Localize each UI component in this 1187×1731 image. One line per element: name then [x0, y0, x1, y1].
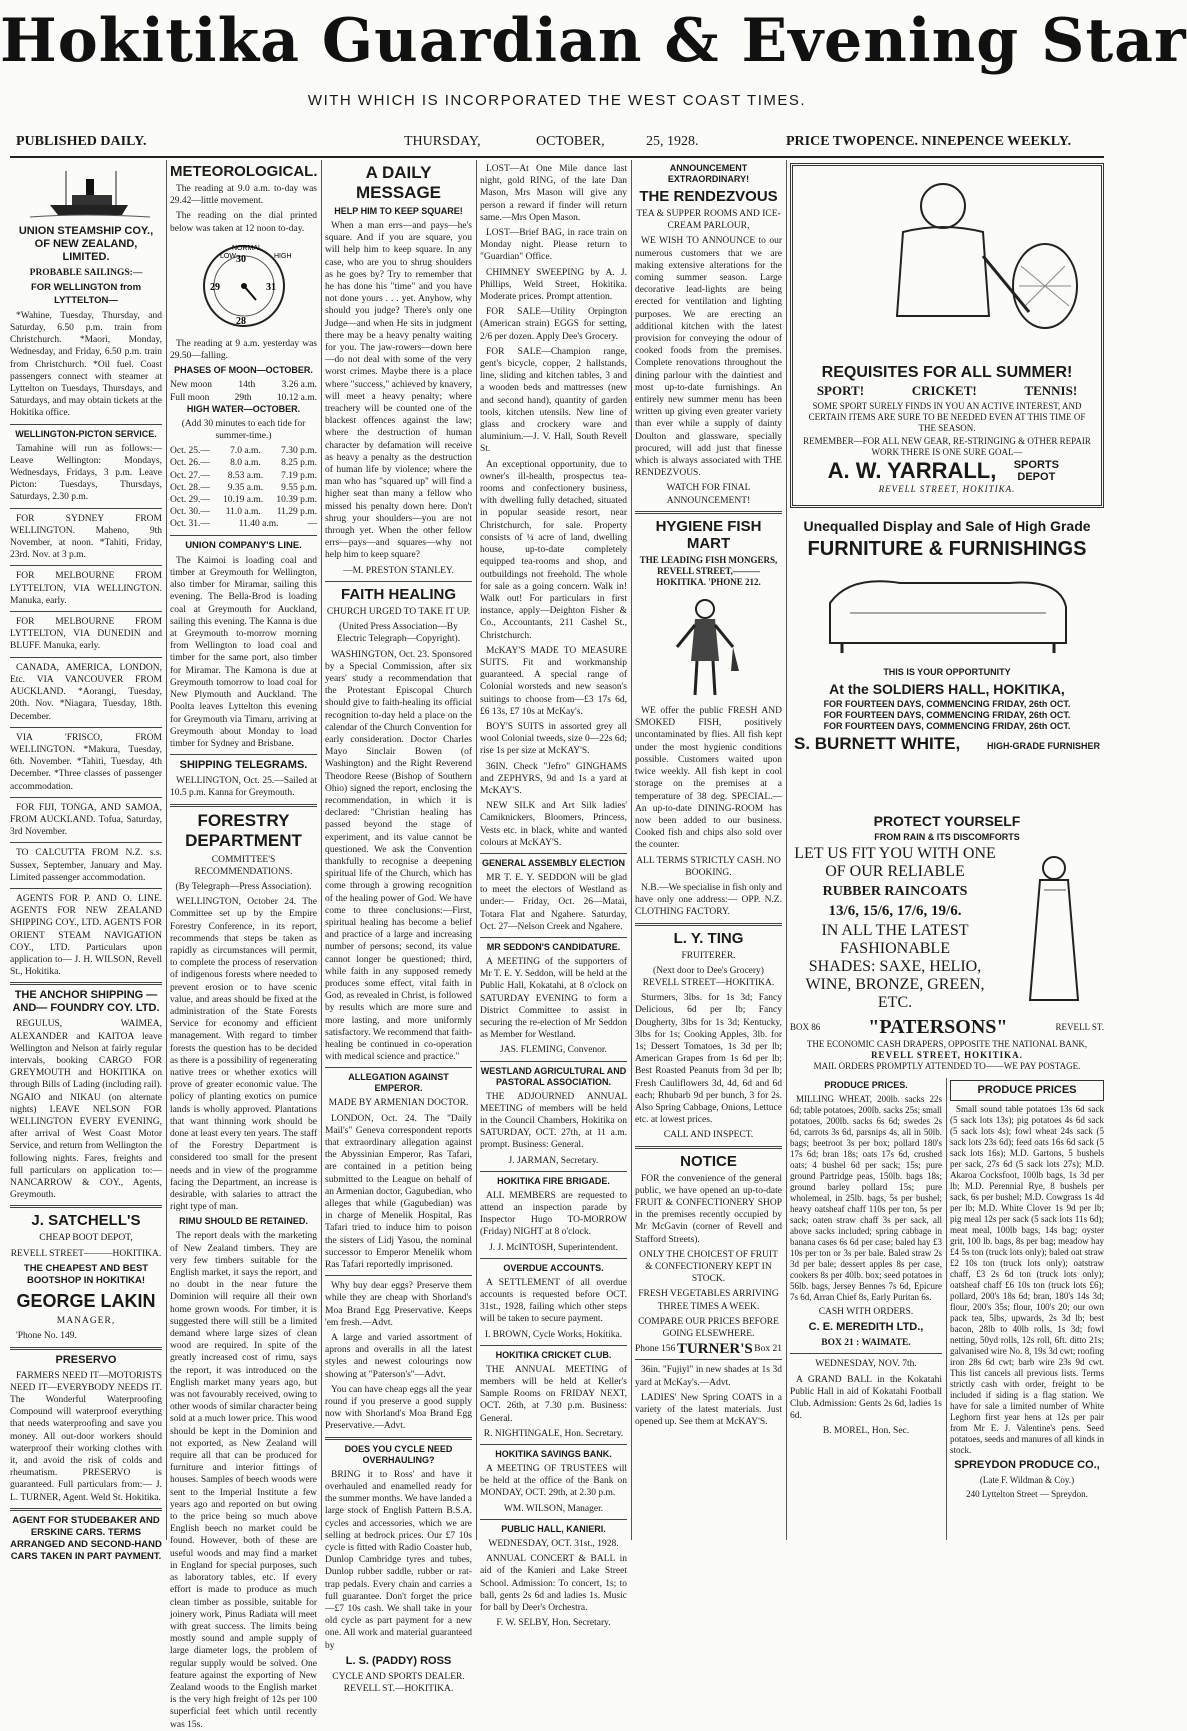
patersons-head: PROTECT YOURSELF: [873, 813, 1021, 829]
announcement-head: ANNOUNCEMENT EXTRAORDINARY!: [667, 163, 750, 184]
lakin-name: GEORGE LAKIN: [16, 1291, 156, 1312]
canada-sailing: CANADA, AMERICA, LONDON, Etc. VIA VANCOUVER FROM AUCKLAND. *Aorangi, Tuesday, 20th. Nov. *Niagara, Tuesday, 18th. December.: [10, 662, 162, 722]
fujiyl-advt: 36in. "Fujiyl" in new shades at 1s 3d yard at McKay's.—Advt.: [635, 1365, 782, 1388]
wellington-body: *Wahine, Tuesday, Thursday, and Saturday, 6.50 p.m. train from Christchurch. *Maori, Monday, Wednesday, and Friday, 6.50 p.m. train from Christchurch. *Oil fuel. Coast passengers connect with steamer at Lyttelton on Tuesdays, Thursdays, and Saturdays, and may obtain tickets at the Hokitika office.: [10, 310, 162, 419]
notice-title: NOTICE: [680, 1152, 737, 1170]
column-rule: [631, 160, 632, 1540]
produce-left-head: PRODUCE PRICES.: [824, 1080, 908, 1090]
election-body: MR T. E. Y. SEDDON will be glad to meet the electors of Westland as under:— Friday, Oct. 26—Matai, Totara Flat and Ngahere. Saturday, Oct. 27—Nelson Creek and Ngahere.: [480, 872, 627, 932]
fire-sig: J. J. McINTOSH, Superintendent.: [489, 1242, 618, 1253]
dial-word-high: HIGH: [274, 252, 292, 260]
message-body: When a man errs—and pays—he's square. And if you are square, you will help him to keep square. In any case, who are you to shrug shoulders as he goes by? Try to remember that he has done his "time" and you have not done yours . . . yet. Anyhow, why should you judge? There's only one Judge—and when He sits in judgment there may be a heavy penalty waiting for you. The jaw-rowers—down here—do not deal with some of the very worst crimes. Maybe there is a place where "success," achieved by knavery, will meet a heavy penalty; where treachery will be counted one of the blackest offences against the law; where the destruction of human character by defamation will receive as heavy a penalty as the destruction of human life by violence; where the man who has "squared up" will find a higher seat than many a fellow who missed his penalty down here. Don't shrug your shoulders—you are not through yet. When the other fellow errs—pays—and squares—why not help him to keep square?: [325, 221, 472, 561]
date-year: 25, 1928.: [646, 134, 699, 149]
hall-head: PUBLIC HALL, KANIERI.: [501, 1523, 606, 1534]
patersons-mail: MAIL ORDERS PROMPTLY ATTENDED TO——WE PAY POSTAGE.: [813, 1061, 1081, 1071]
column-daily-message: [325, 163, 472, 1694]
published-daily: PUBLISHED DAILY.: [16, 134, 147, 149]
rimu-body: The report deals with the marketing of New Zealand timbers. They are very few timbers suitable for the English market, it says the report, and no doubt in the near future the Dominion will require all their own home grown woods. For timber, it is suggested there will still be a limited demand where large sizes of clean wood are required. In spite of the greatly increased cost of rimu, says the report, it was introduced on the English market many years ago, but was not favourably received, owing to other woods of similar character being sold at a much lower price. This wood should be kept in the Dominion and not exported, as New Zealand will require all that can be produced for furniture and interior fittings of houses. Samples of beech woods were sent to the Imperial Institute a few years ago and reported on but owing to the price being so much above English beech no market could be found. However, both of these are useful woods and may find a market in England for special purposes, such as laboratory tables, etc. If every effort is made to produce as much clean timber as possible, suitable for joinery work, Pinus Radiata will meet with great success. The limits being mostly sound and ample supply of large diameter logs, the problem of regular supply would be solved. One feature against the exporting of New Zealand woods to the English market is the very high freight of 12s per 100 superficial feet which until recently was 15s.: [170, 1231, 317, 1730]
met-p3: The reading at 9 a.m. yesterday was 29.50—falling.: [170, 339, 317, 362]
chimney-ad: CHIMNEY SWEEPING by A. J. Phillips, Weld Street, Hokitika. Moderate prices. Prompt attention.: [480, 267, 627, 303]
agents: AGENTS FOR P. AND O. LINE. AGENTS FOR NEW ZEALAND SHIPPING COY., LTD. AGENTS FOR ORIENT STEAM NAVIGATION COY., LTD. Particulars upon application to— J. H. WILSON, Revell St., Hokitika.: [10, 893, 162, 978]
agri-head: WESTLAND AGRICULTURAL AND PASTORAL ASSOCIATION.: [480, 1065, 627, 1087]
dial-num-31: 31: [266, 281, 276, 293]
dial-num-30: 30: [236, 253, 246, 265]
cricket-sig: R. NIGHTINGALE, Hon. Secretary.: [483, 1428, 624, 1439]
tennis-player-illustration: [793, 166, 1101, 356]
wellington-head: FOR WELLINGTON from LYTTELTON—: [30, 282, 142, 306]
forestry-body: WELLINGTON, October 24. The Committee set up by the Empire Forestry Conference, in its report, recommends that steps be taken as rapidly as circumstances will permit, to complete the process of reservation of indigenous forests where needed to prevent erosion or to have scenic value, and areas should be fixed at the administration of the State Forests Service for economy and efficient management. With regard to timber forests the question has to be decided as there is a possibility of regenerating native trees or whether exotics will prove of greater economic value. The policy of planting exotics on pumice lands is wholly approved. Plantations that want thinning work should be done at least every ten years. The staff of the Forestry Department is considered too small for the present needs and in view of the programme facing the Department, an increase is desirable, with salaries to attract the right type of man.: [170, 897, 317, 1213]
ting-body: Sturmers, 3lbs. for 1s 3d; Fancy Delicious, 6d per lb; Fancy Dougherty, 3lbs for 1s 3d; Kentucky, 3lbs for 1s; Cooking Apples, 3lb. for 1s; Dessert Tomatoes, 1s 3d per lb; American Grapes from 1s 6d per lb; Best Roasted Peanuts from 3d per lb; Fresh Cauliflowers 3d, 4d, 6d and 6d each; Rhubarb 9d per bunch, 3 for 2s. Also Spring Cabbage, Onions, Lettuce etc. at lowest prices.: [635, 993, 782, 1126]
date-month: OCTOBER,: [536, 134, 605, 149]
spreydon-name: SPREYDON PRODUCE CO.,: [954, 1459, 1100, 1471]
fire-head: HOKITIKA FIRE BRIGADE.: [497, 1175, 610, 1186]
furniture-line2: FURNITURE & FURNISHINGS: [807, 538, 1087, 560]
preservo-title: PRESERVO: [55, 1353, 117, 1366]
patersons-sub: FROM RAIN & ITS DISCOMFORTS: [874, 832, 1020, 842]
cricket-head: HOKITIKA CRICKET CLUB.: [495, 1349, 612, 1360]
notice-body: FOR the convenience of the general public, we have opened an up-to-date FRUIT & CONFECTIONERY SHOP in the premises recently occupied by Mr McGavin (corner of Revell and Stafford Streets).: [635, 1173, 782, 1245]
preservo-body: FARMERS NEED IT—MOTORISTS NEED IT—EVERYBODY NEEDS IT. The Wonderful Waterproofing Compound will waterproof everything that needs waterproofing and save you money. All out-door workers should waterproof their working clothes with it, and avoid the risk of colds and rheumatism. PRESERVO is guaranteed. Full particulars from:— J. L. TURNER, Agent. Weld St. Hokitika.: [10, 1370, 162, 1503]
yarrall-headline: REQUISITES FOR ALL SUMMER!: [821, 364, 1073, 381]
ting-title: L. Y. TING: [673, 929, 744, 947]
overdue-head: OVERDUE ACCOUNTS.: [503, 1262, 604, 1273]
patersons-fit: LET US FIT YOU WITH ONE OF OUR RELIABLE: [794, 845, 996, 880]
patersons-shades1: IN ALL THE LATEST FASHIONABLE: [821, 922, 969, 957]
lakin-role: MANAGER,: [56, 1316, 116, 1327]
election-head: GENERAL ASSEMBLY ELECTION: [481, 857, 626, 868]
patersons-shades2: SHADES: SAXE, HELIO, WINE, BRONZE, GREEN, ETC.: [805, 958, 985, 1011]
furniture-ad: [790, 515, 1104, 797]
furniture-opportunity: THIS IS YOUR OPPORTUNITY: [883, 667, 1011, 677]
patersons-address: REVELL STREET, HOKITIKA.: [871, 1050, 1023, 1060]
emperor-title: ALLEGATION AGAINST EMPEROR.: [348, 1072, 449, 1094]
rendezvous-watch: WATCH FOR FINAL ANNOUNCEMENT!: [666, 483, 751, 506]
rendezvous-body: WE WISH TO ANNOUNCE to our numerous customers that we are making extensive alterations for the coming summer season. Large decorative lead-lights are being erected for ventilation and lighting purposes. We are erecting an additional kitchen with the latest provision for conveying the odour of cooked foods from the premises. Complete renovations throughout the dining parlour with the daintiest and most up-to-date furnishings. An entirely new summer menu has been written up giving even greater variety than ever while a supply of dainty Doulton and glassware, specially procured, will add just that finesse which is always associated with THE RENDEZVOUS.: [635, 236, 782, 479]
column-classifieds: [480, 163, 627, 1629]
masthead: [0, 0, 1187, 128]
message-sub: HELP HIM TO KEEP SQUARE!: [334, 206, 463, 216]
fish-sub: THE LEADING FISH MONGERS, REVELL STREET,———HOKITIKA. 'PHONE 212.: [639, 554, 778, 587]
yarrall-line1: SOME SPORT SURELY FINDS IN YOU AN ACTIVE INTEREST, AND CERTAIN ITEMS ARE SURE TO BE NEEDED EVEN AT THIS TIME OF THE SEASON.: [808, 401, 1086, 433]
for-sale-ad: FOR SALE—Champion range, gent's bicycle, copper, 2 hallstands, line, sliding and kitchen tables, 3 and a wooden beds and mattresses (new and second hand), quantity of garden tools, kitchen utensils. New line of glass and crockery ware and aluminium.—J. V. Hall, South Revell St.: [480, 346, 627, 455]
sofa-illustration: [790, 563, 1104, 659]
water-table: Oct. 25.— 7.0 a.m. 7.30 p.m. Oct. 26.— 8.0 a.m. 8.25 p.m. Oct. 27.— 8.53 a.m. 7.19 p.m. Oct. 28.— 9.35 a.m. 9.55 p.m. Oct. 29.— 10.19 a.m. 10.39 p.m. Oct. 30.— 11.0 a.m. 11.29 p.m. Oct. 31.— 11.40 a.m. —: [170, 446, 317, 530]
sydney-sailing: FOR SYDNEY FROM WELLINGTON. Maheno, 9th November, at noon. *Tahiti, Friday, 23rd. Nov. at 3 p.m.: [10, 513, 162, 561]
dateline: [16, 132, 1098, 156]
dial-word-low: LOW: [220, 252, 236, 260]
lakin-phone: 'Phone No. 149.: [16, 1331, 77, 1342]
meredith-name: C. E. MEREDITH LTD.,: [808, 1321, 924, 1334]
produce-left: [790, 1080, 942, 1540]
picton-head: WELLINGTON-PICTON SERVICE.: [15, 428, 157, 439]
satchell-address: REVELL STREET———HOKITIKA.: [10, 1248, 162, 1259]
rendezvous-title: THE RENDEZVOUS: [639, 188, 778, 205]
aprons-advt: A large and varied assortment of aprons and overalls in all the latest styles and newest colourings now showing at "Paterson's"—Advt.: [325, 1333, 472, 1380]
lost-bag: LOST—Brief BAG, in race train on Monday night. Please return to "Guardian" Office.: [480, 228, 627, 263]
patersons-coats: RUBBER RAINCOATS: [822, 884, 968, 899]
water-head: HIGH WATER—OCTOBER.: [186, 403, 301, 414]
ginghams-ad: 36IN. Check "Jefro" GINGHAMS and ZEPHYRS, 9d and 1s a yard at McKAY'S.: [480, 761, 627, 796]
notice-veg: FRESH VEGETABLES ARRIVING THREE TIMES A WEEK.: [638, 1289, 779, 1312]
column-rule: [946, 1078, 947, 1540]
moon-table: New moon 14th 3.26 a.m. Full moon 29th 10.12 a.m.: [170, 380, 317, 403]
column-shipping: [10, 163, 162, 1563]
dial-num-28: 28: [236, 315, 246, 327]
usc-sub: PROBABLE SAILINGS:—: [29, 268, 143, 279]
yarrall-name: A. W. YARRALL,: [827, 458, 997, 483]
newspaper-title: Hokitika Guardian & Evening Star: [0, 6, 1187, 76]
ting-address: (Next door to Dee's Grocery) REVELL STREET—HOKITIKA.: [642, 965, 775, 988]
savings-body: A MEETING OF TRUSTEES will be held at the office of the Bank on MONDAY, OCT. 29th, at 2.30 p.m.: [480, 1464, 627, 1499]
agri-sig: J. JARMAN, Secretary.: [508, 1155, 599, 1166]
water-note: (Add 30 minutes to each tide for summer-time.): [181, 418, 306, 442]
dial-num-29: 29: [210, 281, 220, 293]
rimu-head: RIMU SHOULD BE RETAINED.: [179, 1216, 308, 1227]
silk-ad: NEW SILK and Art Silk ladies' Camiknickers, Bloomers, Princess, Vests etc. in black, white and wanted colours at McKAY'S.: [480, 801, 627, 848]
hall-body: ANNUAL CONCERT & BALL in aid of the Kanieri and Lake Street School. Admission: To concert, 1s; to ball, gents 2s 6d and ladies 1s. Music for ball by Deer's Orchestra.: [480, 1554, 627, 1613]
cycle-title: DOES YOU CYCLE NEED OVERHAULING?: [344, 1443, 453, 1465]
column-notices: [635, 163, 782, 1548]
dial-word-normal: NORMAL: [232, 244, 262, 252]
column-rule: [476, 160, 477, 1540]
furniture-days-3: FOR FOURTEEN DAYS, COMMENCING FRIDAY, 26th OCT.: [823, 721, 1071, 731]
satchell-sub: CHEAP BOOT DEPOT,: [39, 1233, 133, 1244]
calcutta-sailing: TO CALCUTTA FROM N.Z. s.s. Sussex, September, January and May. Limited passenger accommodation.: [10, 848, 162, 883]
message-title: A DAILY MESSAGE: [355, 163, 442, 202]
shipping-body: WELLINGTON, Oct. 25.—Sailed at 10.5 p.m. Kanna for Greymouth.: [170, 776, 317, 799]
shipping-title: SHIPPING TELEGRAMS.: [179, 759, 308, 772]
ting-sub: FRUITERER.: [681, 950, 736, 961]
met-p1: The reading at 9.0 a.m. to-day was 29.42—little movement.: [170, 184, 317, 207]
picton-body: Tamahine will run as follows:— Leave Wellington: Mondays, Wednesdays, Fridays, 3 p.m. Leave Picton: Tuesdays, Thursdays, Saturdays, 2.30 p.m.: [10, 443, 162, 503]
ucl-title: UNION COMPANY'S LINE.: [185, 539, 302, 551]
fiji-sailing: FOR FIJI, TONGA, AND SAMOA, FROM AUCKLAND. Tofua, Saturday, 3rd November.: [10, 802, 162, 838]
patersons-street: REVELL ST.: [1055, 1022, 1104, 1032]
yarrall-tag: SPORTS DEPOT: [1013, 459, 1059, 483]
ball-date: WEDNESDAY, NOV. 7th.: [815, 1359, 917, 1370]
hall-sig: F. W. SELBY, Hon. Secretary.: [496, 1618, 611, 1629]
steamship-icon: [10, 163, 160, 221]
patersons-ad: [790, 810, 1104, 1072]
usc-title: UNION STEAMSHIP COY., OF NEW ZEALAND, LIMITED.: [18, 225, 154, 264]
overdue-body: A SETTLEMENT of all overdue accounts is requested before OCT. 31st., 1928, failing which other steps will be taken to secure payment.: [480, 1277, 627, 1325]
overdue-sig: I. BROWN, Cycle Works, Hokitika.: [484, 1329, 623, 1340]
hall-date: WEDNESDAY, OCT. 31st., 1928.: [488, 1538, 619, 1549]
yarrall-address: REVELL STREET, HOKITIKA.: [878, 484, 1016, 494]
newspaper-subtitle: WITH WHICH IS INCORPORATED THE WEST COAST TIMES.: [307, 92, 807, 109]
eggs2-advt: You can have cheap eggs all the year round if you preserve a good supply now with Shorland's Moa Brand Egg Preservative.—Advt.: [325, 1384, 472, 1432]
moon-head: PHASES OF MOON—OCTOBER.: [174, 365, 313, 376]
notice-compare: COMPARE OUR PRICES BEFORE GOING ELSEWHERE.: [638, 1316, 779, 1340]
spreydon-sub: (Late F. Wildman & Coy.): [979, 1475, 1075, 1485]
furniture-hall: At the SOLDIERS HALL, HOKITIKA,: [829, 681, 1065, 697]
column-rule: [166, 160, 167, 1540]
ross-name: L. S. (PADDY) ROSS: [345, 1654, 452, 1667]
candidature-sig: JAS. FLEMING, Convenor.: [500, 1045, 607, 1056]
patersons-name: "PATERSONS": [868, 1016, 1008, 1038]
frisco-sailing: VIA 'FRISCO, FROM WELLINGTON. *Makura, Tuesday, 6th. November. *Tahiti, Tuesday, 4th December. *Three classes of passenger accommodation.: [10, 732, 162, 792]
produce-right: [950, 1080, 1104, 1540]
patersons-box: BOX 86: [790, 1022, 821, 1032]
furniture-tag: HIGH-GRADE FURNISHER: [986, 741, 1100, 751]
studebaker-ad: AGENT FOR STUDEBAKER AND ERSKINE CARS. TERMS ARRANGED AND SECOND-HAND CARS TAKEN IN PART PAYMENT.: [10, 1514, 162, 1563]
emperor-sub: MADE BY ARMENIAN DOCTOR.: [328, 1098, 469, 1109]
patersons-prices: 13/6, 15/6, 17/6, 19/6.: [828, 903, 962, 919]
satchell-tagline: THE CHEAPEST AND BEST BOOTSHOP IN HOKITIKA!: [23, 1262, 149, 1287]
satchell-title: J. SATCHELL'S: [31, 1212, 141, 1230]
ball-body: A GRAND BALL in the Kokatahi Public Hall in aid of Kokatahi Football Club. Admission: Gents 2s 6d, ladies 1s 6d.: [790, 1374, 942, 1422]
furniture-days-2: FOR FOURTEEN DAYS, COMMENCING FRIDAY, 26th OCT.: [823, 710, 1071, 720]
agri-body: THE ADJOURNED ANNUAL MEETING of members will be held in the Council Chambers, Hokitika on SATURDAY, OCT. 27th, at 11 a.m. prompt. Business: General.: [480, 1091, 627, 1151]
faith-source: (United Press Association—By Electric Telegraph—Copyright).: [336, 622, 461, 645]
yarrall-ad: [790, 163, 1104, 508]
savings-head: HOKITIKA SAVINGS BANK.: [495, 1449, 612, 1460]
turner-sig: Phone 156 TURNER'S Box 21: [635, 1341, 782, 1358]
forestry-sub: COMMITTEE'S RECOMMENDATIONS.: [194, 854, 293, 877]
eggs-advt: Why buy dear eggs? Preserve them while they are cheap with Shorland's Moa Brand Egg Preservative. Keeps 'em fresh.—Advt.: [325, 1281, 472, 1328]
meredith-box: BOX 21 : WAIMATE.: [821, 1338, 911, 1349]
faith-sub: CHURCH URGED TO TAKE IT UP.: [326, 606, 471, 617]
fish-nb: N.B.—We specialise in fish only and have only one address:— OPP. N.Z. CLOTHING FACTORY.: [635, 882, 782, 918]
fish-title: HYGIENE FISH MART: [655, 517, 762, 552]
faith-body: WASHINGTON, Oct. 23. Sponsored by a Special Commission, after six years' study a recommendation that the Protestant Episcopal Church should give to faith-healing its official recognition to-day held a place on the calendar of the Church Convention for early consideration. Doctor Charles Mayo Sinclair Bowen (of Washington) and the Right Reverend Theodore Reese (Bishop of Southern Ohio) signed the report, enclosing the recommendation, in which it is declared: "Christian healing has passed beyond the stage of experiment, and its value cannot be questioned. We ask the Convention thankfully to recognise a deepening spiritual life of the Church, which has come through a growing recognition of the healing power of God. We have come to three conclusions:—First, spiritual healing has become a belief and practice of a large and increasing number of persons; second, its value cannot longer be questioned; third, while faith in any supposed remedy produces some effect, vital faith in God, as revealed in Christ, is followed by results which are more sure and more lasting, and more uniformly satisfactory. We recommend that faith-healing be continued in co-operation with medical science and practice.": [325, 649, 472, 1063]
column-meteorological: [170, 163, 318, 1730]
melbourne-sailing: FOR MELBOURNE FROM LYTTELTON, VIA WELLINGTON. Manuka, early.: [10, 571, 162, 606]
message-author: —M. PRESTON STANLEY.: [343, 565, 454, 576]
furniture-line1: Unequalled Display and Sale of High Grade: [803, 518, 1091, 534]
masthead-rule: [10, 156, 1104, 158]
spreydon-address: 240 Lyttelton Street — Spreydon.: [966, 1489, 1088, 1499]
met-p2: The reading on the dial printed below was taken at 12 noon to-day.: [170, 211, 317, 234]
fish-body: WE offer the public FRESH AND SMOKED FISH, positively uncontaminated by flies. All fish kept under the most hygienic conditions possible. Customers waited upon twice weekly. All fish kept in cool storage on the premises at a temperature of 38 deg. SPECIAL.—An up-to-date DINING-ROOM has now been added to our business. Cooked fish and chips also sold over the counter.: [635, 706, 782, 851]
savings-sig: WM. WILSON, Manager.: [503, 1503, 604, 1514]
lost-ring: LOST—At One Mile dance last night, gold RING, of the late Dan Mason, Mrs Mason will give any person a reward if finder will return same.—Mrs Open Mason.: [480, 164, 627, 223]
patersons-tag: THE ECONOMIC CASH DRAPERS, OPPOSITE THE NATIONAL BANK,: [806, 1039, 1088, 1049]
anchor-body: REGULUS, WAIMEA, ALEXANDER and KAITOA leave Wellington and Nelson at fairly regular intervals, booking CARGO FOR GREYMOUTH and HOKITIKA on through Bills of Lading (including rail). NGAIO and NIKAU (on alternate nights) LEAVE NELSON FOR WELLINGTON EVERY EVENING, after arrival of West Coast Motor Service, and return from Wellington the following nights. Fares, freights and full particulars on application to:— NANCARROW & COY., Agents, Greymouth.: [10, 1019, 162, 1201]
spring-coats-advt: LADIES' New Spring COATS in a variety of the latest materials. Just opened up. See them at McKAY'S.: [635, 1392, 782, 1428]
anchor-title: THE ANCHOR SHIPPING —AND— FOUNDRY COY. LTD.: [12, 989, 160, 1015]
column-rule: [321, 160, 322, 1540]
candidature-body: A MEETING of the supporters of Mr T. E. Y. Seddon, will be held at the Public Hall, Kokatahi, at 8 o'clock on SATURDAY EVENING to form a District Committee to assist in securing the re-election of Mr Seddon as Member for Westland.: [480, 956, 627, 1041]
ross-sub: CYCLE AND SPORTS DEALER. REVELL ST.—HOKITIKA.: [332, 1671, 465, 1694]
fish-cash: ALL TERMS STRICTLY CASH. NO BOOKING.: [636, 855, 781, 878]
furniture-name: S. BURNETT WHITE,: [794, 734, 961, 753]
tea-rooms-ad: An exceptional opportunity, due to owner's ill-health, prospectus tea-rooms and confectionery business, with dwelling fully detached, situated in popular seaside resort, near Christchurch, for sale. Property consists of ¼ acre of land, dwelling house, up-to-date completely equipped tea-rooms and shop, and outbuildings not freehold. The whole for sale as a going concern. Walk in! Walk out! For particulars in first instance, apply—Deighton Fisher & Co., Accountants, 211 Cashel St., Christchurch.: [480, 459, 627, 641]
candidature-head: MR SEDDON'S CANDIDATURE.: [486, 941, 621, 952]
produce-left-body: MILLING WHEAT, 200lb. sacks 22s 6d; table potatoes, 200lb. sacks 25s; small potatoes, 200lb. sacks 6s 6d; swedes 2s 6d, carrots 3s 6d, parsnips 4s, all in 50lb. bags; beetroot 3s per box; pollard 180's 17s 6d; bran 18s; oats 17s 6d, crushed oats; 4 bushel 6d per sack; 15s; pure ground Partridge peas, 150lb. bags 18s; ground barley pollard 15s; pure wholemeal, in 25lb. bags, 5s per bushel; heavy oatsheaf chaff 110s per ton, 5s per sack; oaten straw chaff 3s per sack, all above sacks included; spring cabbage in banana cases 6s 6d per case; baled hay £3 10s per ton or 3s per bale. Baled straw 2s 3d per bale; dessert apples 8s per case, cookers 8s per 40lb. box; seed potatoes in 56lb. bags, Jersey Bennes 7s 6d, Epicure 7s 6d, Arran Chief 8s, Early Puritan 6s.: [790, 1094, 942, 1302]
utility-eggs-ad: FOR SALE—Utility Orpington (American strain) EGGS for setting, 2/6 per dozen. Apply Dee's Grocery.: [480, 307, 627, 342]
mckay-suits-ad: McKAY'S MADE TO MEASURE SUITS. Fit and workmanship guaranteed. A special range of Colonial worsteds and new season's suitings to choose from—£3 17s 6d, £6 13s, £7 10s at McKay's.: [480, 645, 627, 717]
melbourne-bluff-sailing: FOR MELBOURNE FROM LYTTELTON, VIA DUNEDIN and BLUFF. Manuka, early.: [10, 617, 162, 652]
notice-only: ONLY THE CHOICEST OF FRUIT & CONFECTIONERY KEPT IN STOCK.: [639, 1249, 778, 1285]
produce-right-head: PRODUCE PRICES: [950, 1080, 1104, 1101]
ting-call: CALL AND INSPECT.: [663, 1130, 754, 1141]
furniture-days-1: FOR FOURTEEN DAYS, COMMENCING FRIDAY, 26th OCT.: [823, 699, 1071, 709]
ucl-body: The Kaimoi is loading coal and timber at Greymouth for Wellington, also timber for Miramar, sailing this evening. The Bella-Brod is loading coal at Greymouth for Auckland, sailing this evening. The Kanna is due at Greymouth to-morrow morning from Wellington to load coal and timber for the same port, also timber for Miramar. The Kamona is due at Greymouth tomorrow to load coal for New Plymouth and Auckland. The Poolta leaves Lyttelton this evening for Greymouth via Timaru, arriving at Greymouth about Monday to load timber for Sydney and Brisbane.: [170, 555, 317, 749]
price: PRICE TWOPENCE. NINEPENCE WEEKLY.: [786, 134, 1072, 149]
forestry-source: (By Telegraph—Press Association).: [175, 881, 312, 892]
date-day: THURSDAY,: [404, 134, 481, 149]
emperor-body: LONDON, Oct. 24. The "Daily Mail's" Geneva correspondent reports that extraordinary allegation against the Abyssinian Emperor, Ras Tafari, are contained in a petition being submitted to the League on behalf of an Armenian doctor, Gagubedian, who alleges that while (Gagubedian) was in charge of Menelik Hospital, Ras Tafari tried to induce him to poison the sisters of Lidj Yasou, the nominal successor to Emperor Menelik whom Ras Tafari reportedly imprisoned.: [325, 1113, 472, 1271]
raincoat-woman-illustration: [1008, 850, 1098, 1010]
produce-left-cash: CASH WITH ORDERS.: [818, 1307, 914, 1317]
produce-right-body: Small sound table potatoes 13s 6d sack (5 sack lots 13s); pig potatoes 4s 6d sack (5 sack lots 4s); fowl wheat 24s sack (5 sack lots 23s 6d); feed oats 16s 6d sack (5 sack lots 16s); M.D. Gartons, 5 bushels per sack, 27s 6d (5 sack lots 27s); M.D. Akaroa Cocksfoot, 100lb bags, 1s 3d per lb; M.D. Perennial Rye, 8 bushels per sack, 6s per bushel; M.D. Cowgrass 1s 4d per lb; M.D. White Clover 1s 9d per lb; pig meal 12s per sack (5 sack lots 11s 6d); meat meal, 100lb bags, 14s bag; oyster grit, 100 lb. bags, 8s per bag; meadow hay £4 5s ton (truck lots only); baled oat straw £2 10s ton (truck lots only); oatstraw chaff, £3 2s 6d ton (truck lots only); oatsheaf chaff £6 10s ton (truck lots £6); pollard, 200's 18s 6d; bran, 180's 14s 3d; flour, 200's 35s; flour, 100's 20; our own pack tea, 5lbs, upwards, 2s 3d lb; best bacon, 28lb to 40lb rolls, 1s 3d; fowl netting, 50yd rolls, 12s roll, 6ft. ditto 21s; galvanised wire No. 8, 19s 3d cwt; roofing iron 28s 6d cwt; barb wire 23s 9d cwt. This list cancels all previous lists. Terms strictly cash with order, freight to be included if siding is a flag station. We have for sale a limited number of White Leghorn first year hens at 12s per pair from Mr E. J. Valentine's pens. Seed potatoes, seeds and manures of all kinds in stock.: [950, 1104, 1104, 1455]
yarrall-sports: SPORT! CRICKET! TENNIS!: [816, 383, 1078, 398]
faith-title: FAITH HEALING: [341, 585, 456, 603]
column-rule: [786, 160, 787, 1540]
fire-body: ALL MEMBERS are requested to attend an inspection parade by Inspector Hugo TO-MORROW (Friday) NIGHT at 8 o'clock.: [480, 1190, 627, 1238]
rendezvous-sub: TEA & SUPPER ROOMS AND ICE-CREAM PARLOUR,: [636, 209, 781, 232]
cycle-body: BRING it to Ross' and have it overhauled and enamelled ready for the summer months. We have landed a large stock of English Pattern B.S.A. cycles and accessories, which we are selling at bedrock prices. Our £7 10s cycle is fitted with Radio Coaster hub, Dunlop Cambridge tyres and tubes, Dunlop rubber saddle, rubber or rat-trap pedals. Every chain and carries a full guarantee. Don't forget the price—£7 10s cash. We shall take in your old cycle as part payment for a new one. All work and material guaranteed by: [325, 1469, 472, 1651]
barometer-dial: [170, 238, 317, 334]
met-title: METEOROLOGICAL.: [170, 163, 318, 180]
forestry-title: FORESTRY DEPARTMENT: [185, 810, 302, 850]
ball-sig: B. MOREL, Hon. Sec.: [822, 1426, 910, 1437]
fishmonger-illustration: [635, 591, 782, 701]
cricket-body: THE ANNUAL MEETING of members will be held at Keller's Sample Rooms on FRIDAY NEXT, OCT. 26th, at 7.30 p.m. Business: General.: [480, 1364, 627, 1424]
mckay-boys-ad: BOY'S SUITS in assorted grey all wool Colonial tweeds, size 0—22s 6d; rise 1s per size at McKAY'S.: [480, 721, 627, 757]
yarrall-line2: REMEMBER—FOR ALL NEW GEAR, RE-STRINGING & OTHER REPAIR WORK THERE IS ONE SURE GOAL—: [803, 436, 1091, 457]
